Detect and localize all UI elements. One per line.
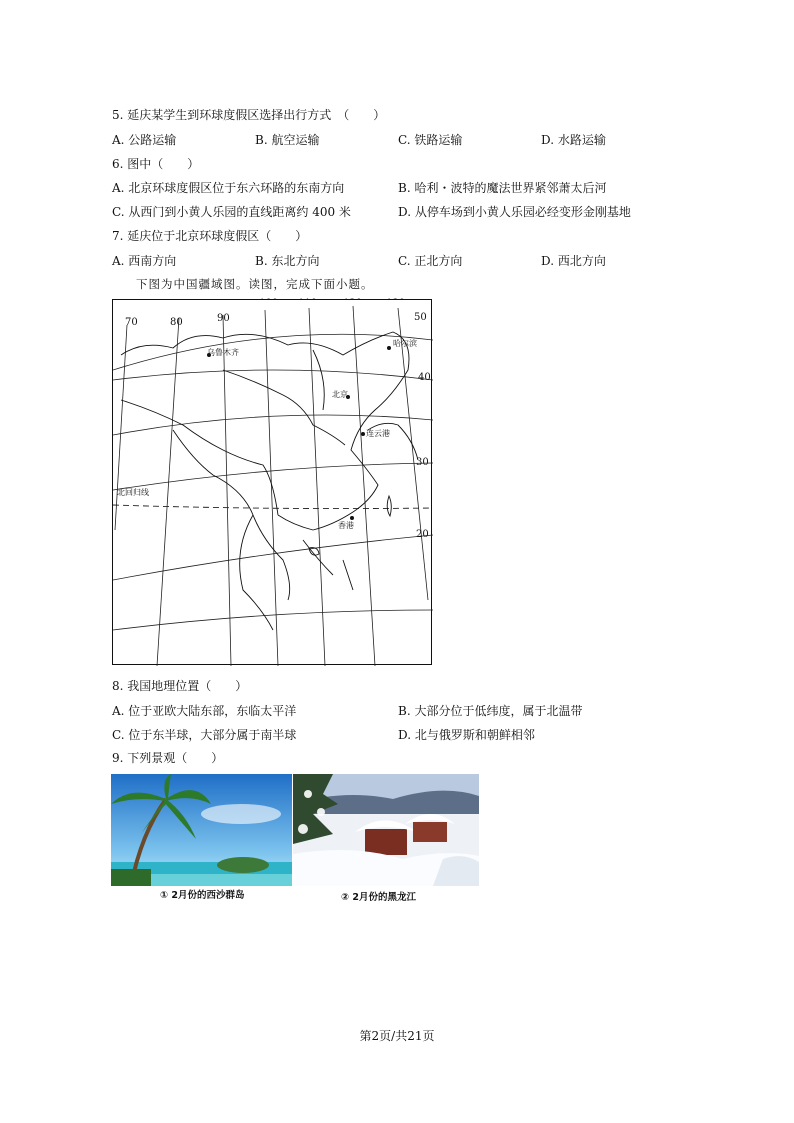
q5-option-a: A. 公路运输 [112, 133, 177, 147]
q5-option-d: D. 水路运输 [541, 133, 606, 147]
caption-photo-1: ① 2月份的西沙群岛 [160, 890, 245, 901]
q6-option-b: B. 哈利・波特的魔法世界紧邻萧太后河 [398, 181, 607, 195]
q5-option-c: C. 铁路运输 [398, 133, 463, 147]
photo-heilongjiang-snow [293, 774, 479, 886]
q7-option-d: D. 西北方向 [541, 254, 606, 268]
q6-option-c: C. 从西门到小黄人乐园的直线距离约 400 米 [112, 205, 351, 219]
page-footer: 第2页/共21页 [359, 1029, 435, 1043]
caption-photo-2: ② 2月份的黑龙江 [341, 892, 416, 903]
tropic-of-cancer-line [113, 505, 433, 509]
q5-option-b: B. 航空运输 [255, 133, 320, 147]
map-graticule [113, 300, 433, 666]
label-urumqi: 乌鲁木齐 [207, 348, 239, 357]
label-beijing: 北京 [332, 390, 348, 399]
label-hongkong: 香港 [338, 521, 354, 530]
question-9-stem: 9. 下列景观（ ） [112, 751, 224, 765]
label-lianyungang: 连云港 [366, 429, 390, 438]
q6-option-d: D. 从停车场到小黄人乐园必经变形金刚基地 [398, 205, 631, 219]
photo-xisha-islands [111, 774, 292, 886]
lon-label: 90 [217, 313, 230, 324]
china-territory-map [112, 299, 432, 665]
q8-option-c: C. 位于东半球，大部分属于南半球 [112, 728, 297, 742]
label-tropic-of-cancer: 北回归线 [117, 488, 149, 497]
q7-option-a: A. 西南方向 [112, 254, 177, 268]
q7-option-b: B. 东北方向 [255, 254, 320, 268]
lat-label: 30 [416, 457, 429, 468]
map-intro: 下图为中国疆域图。读图，完成下面小题。 [136, 277, 374, 291]
q8-option-d: D. 北与俄罗斯和朝鲜相邻 [398, 728, 535, 742]
q6-option-a: A. 北京环球度假区位于东六环路的东南方向 [112, 181, 345, 195]
lat-label: 20 [416, 529, 429, 540]
q7-option-c: C. 正北方向 [398, 254, 463, 268]
q8-option-b: B. 大部分位于低纬度，属于北温带 [398, 704, 583, 718]
lat-label: 50 [414, 312, 427, 323]
label-harbin: 哈尔滨 [393, 339, 417, 348]
question-6-stem: 6. 图中（ ） [112, 157, 200, 171]
lon-label: 70 [125, 317, 138, 328]
question-8-stem: 8. 我国地理位置（ ） [112, 679, 248, 693]
question-5-stem: 5. 延庆某学生到环球度假区选择出行方式 （ ） [112, 108, 386, 122]
lon-label: 80 [170, 317, 183, 328]
lat-label: 40 [418, 372, 431, 383]
q8-option-a: A. 位于亚欧大陆东部，东临太平洋 [112, 704, 297, 718]
question-7-stem: 7. 延庆位于北京环球度假区（ ） [112, 229, 308, 243]
